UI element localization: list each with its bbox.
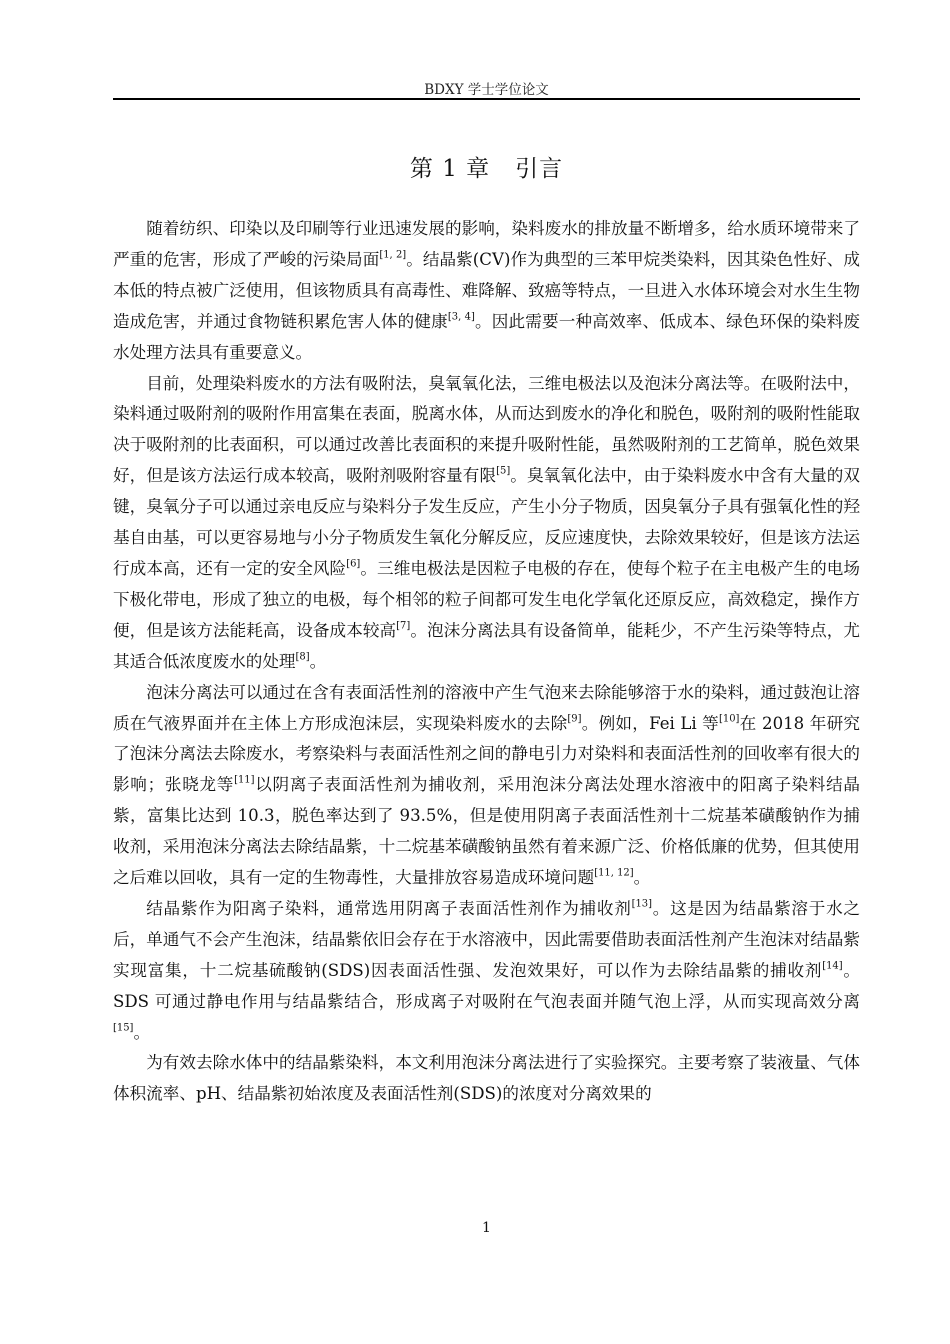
text-run: 。因此需要一种高效率、低成本、绿色环保的染料废水处理方法具有重要意义。: [113, 311, 861, 362]
citation: [8]: [295, 651, 310, 663]
paragraph: [113, 894, 860, 1049]
citation: [6]: [346, 558, 361, 570]
body-text: [113, 214, 860, 1110]
text-run: 。: [633, 868, 651, 888]
citation: [5]: [496, 465, 511, 477]
text-run: 。这是因为结晶紫溶于水之后，单通气不会产生泡沫，结晶紫依旧会存在于水溶液中，因此需要借助表面活性剂产生泡沫对结晶紫实现富集，十二烷基硫酸钠(SDS)因表面活性强、发泡效果好，可以作为去除结晶紫的捕收剂: [113, 898, 861, 980]
citation: [9]: [567, 713, 582, 725]
citation: [3, 4]: [447, 311, 475, 323]
citation: [15]: [113, 1022, 134, 1034]
page-number: 1: [482, 1220, 491, 1236]
text-run: 。臭氧氧化法中，由于染料废水中含有大量的双键，臭氧分子可以通过亲电反应与染料分子发生反应，产生小分子物质，因臭氧分子具有强氧化性的羟基自由基，可以更容易地与小分子物质发生氧化分解反应，反应速度快，去除效果较好，但是该方法运行成本高，还有一定的安全风险: [113, 466, 861, 578]
citation: [1, 2]: [379, 249, 407, 261]
citation: [14]: [822, 960, 843, 972]
text-run: 以阴离子表面活性剂为捕收剂，采用泡沫分离法处理水溶液中的阳离子染料结晶紫，富集比达到 10.3，脱色率达到了 93.5%，但是使用阴离子表面活性剂十二烷基苯磺酸钠作为捕收剂，采用泡沫分离法去除结晶紫，十二烷基苯磺酸钠虽然有着来源广泛、价格低廉的优势，但其使用之后难以回收，具有一定的生物毒性，大量排放容易造成环境问题: [113, 775, 860, 888]
text-run: 随着纺织、印染以及印刷等行业迅速发展的影响，染料废水的排放量不断增多，给水质环境带来了严重的危害，形成了严峻的污染局面: [113, 219, 860, 269]
text-run: 。: [309, 651, 327, 671]
paragraph: [113, 369, 860, 678]
paragraph: [113, 1048, 860, 1110]
text-run: 结晶紫作为阳离子染料，通常选用阴离子表面活性剂作为捕收剂: [146, 898, 632, 918]
chapter-title: [113, 150, 860, 183]
citation: [11]: [234, 774, 255, 786]
text-run: 。结晶紫(CV)作为典型的三苯甲烷类染料，因其染色性好、成本低的特点被广泛使用，但该物质具有高毒性、难降解、致癌等特点，一旦进入水体环境会对水生生物造成危害，并通过食物链积累危害人体的健康: [113, 249, 860, 331]
text-run: 。泡沫分离法具有设备简单，能耗少，不产生污染等特点，尤其适合低浓度废水的处理: [113, 620, 861, 671]
citation: [10]: [719, 713, 740, 725]
text-run: 。: [133, 1022, 151, 1042]
citation: [11, 12]: [594, 867, 634, 879]
chapter-name: 引言: [515, 156, 564, 182]
text-run: 。SDS 可通过静电作用与结晶紫结合，形成离子对吸附在气泡表面并随气泡上浮，从而实现高效分离: [113, 960, 860, 1011]
citation: [13]: [631, 898, 652, 910]
text-run: 为有效去除水体中的结晶紫染料，本文利用泡沫分离法进行了实验探究。主要考察了装液量、气体体积流率、pH、结晶紫初始浓度及表面活性剂(SDS)的浓度对分离效果的: [113, 1053, 860, 1104]
header-rule: [113, 98, 860, 100]
text-run: 泡沫分离法可以通过在含有表面活性剂的溶液中产生气泡来去除能够溶于水的染料，通过鼓泡让溶质在气液界面并在主体上方形成泡沫层，实现染料废水的去除: [113, 682, 860, 733]
text-run: 。三维电极法是因粒子电极的存在，使每个粒子在主电极产生的电场下极化带电，形成了独立的电极，每个相邻的粒子间都可发生电化学氧化还原反应，高效稳定，操作方便，但是该方法能耗高，设备成本较高: [113, 558, 861, 640]
chapter-number: 第 1 章: [409, 156, 491, 182]
running-header: BDXY 学士学位论文: [424, 82, 549, 98]
paragraph: [113, 214, 860, 369]
text-run: 目前，处理染料废水的方法有吸附法，臭氧氧化法，三维电极法以及泡沫分离法等。在吸附法中，染料通过吸附剂的吸附作用富集在表面，脱离水体，从而达到废水的净化和脱色，吸附剂的吸附性能取决于吸附剂的比表面积，可以通过改善比表面积的来提升吸附性能，虽然吸附剂的工艺简单，脱色效果好，但是该方法运行成本较高，吸附剂吸附容量有限: [113, 373, 860, 486]
paragraph: [113, 678, 860, 894]
citation: [7]: [396, 620, 411, 632]
text-run: 在 2018 年研究了泡沫分离法去除废水，考察染料与表面活性剂之间的静电引力对染料和表面活性剂的回收率有很大的影响；张晓龙等: [113, 713, 861, 795]
text-run: 。例如，Fei Li 等: [581, 713, 719, 733]
